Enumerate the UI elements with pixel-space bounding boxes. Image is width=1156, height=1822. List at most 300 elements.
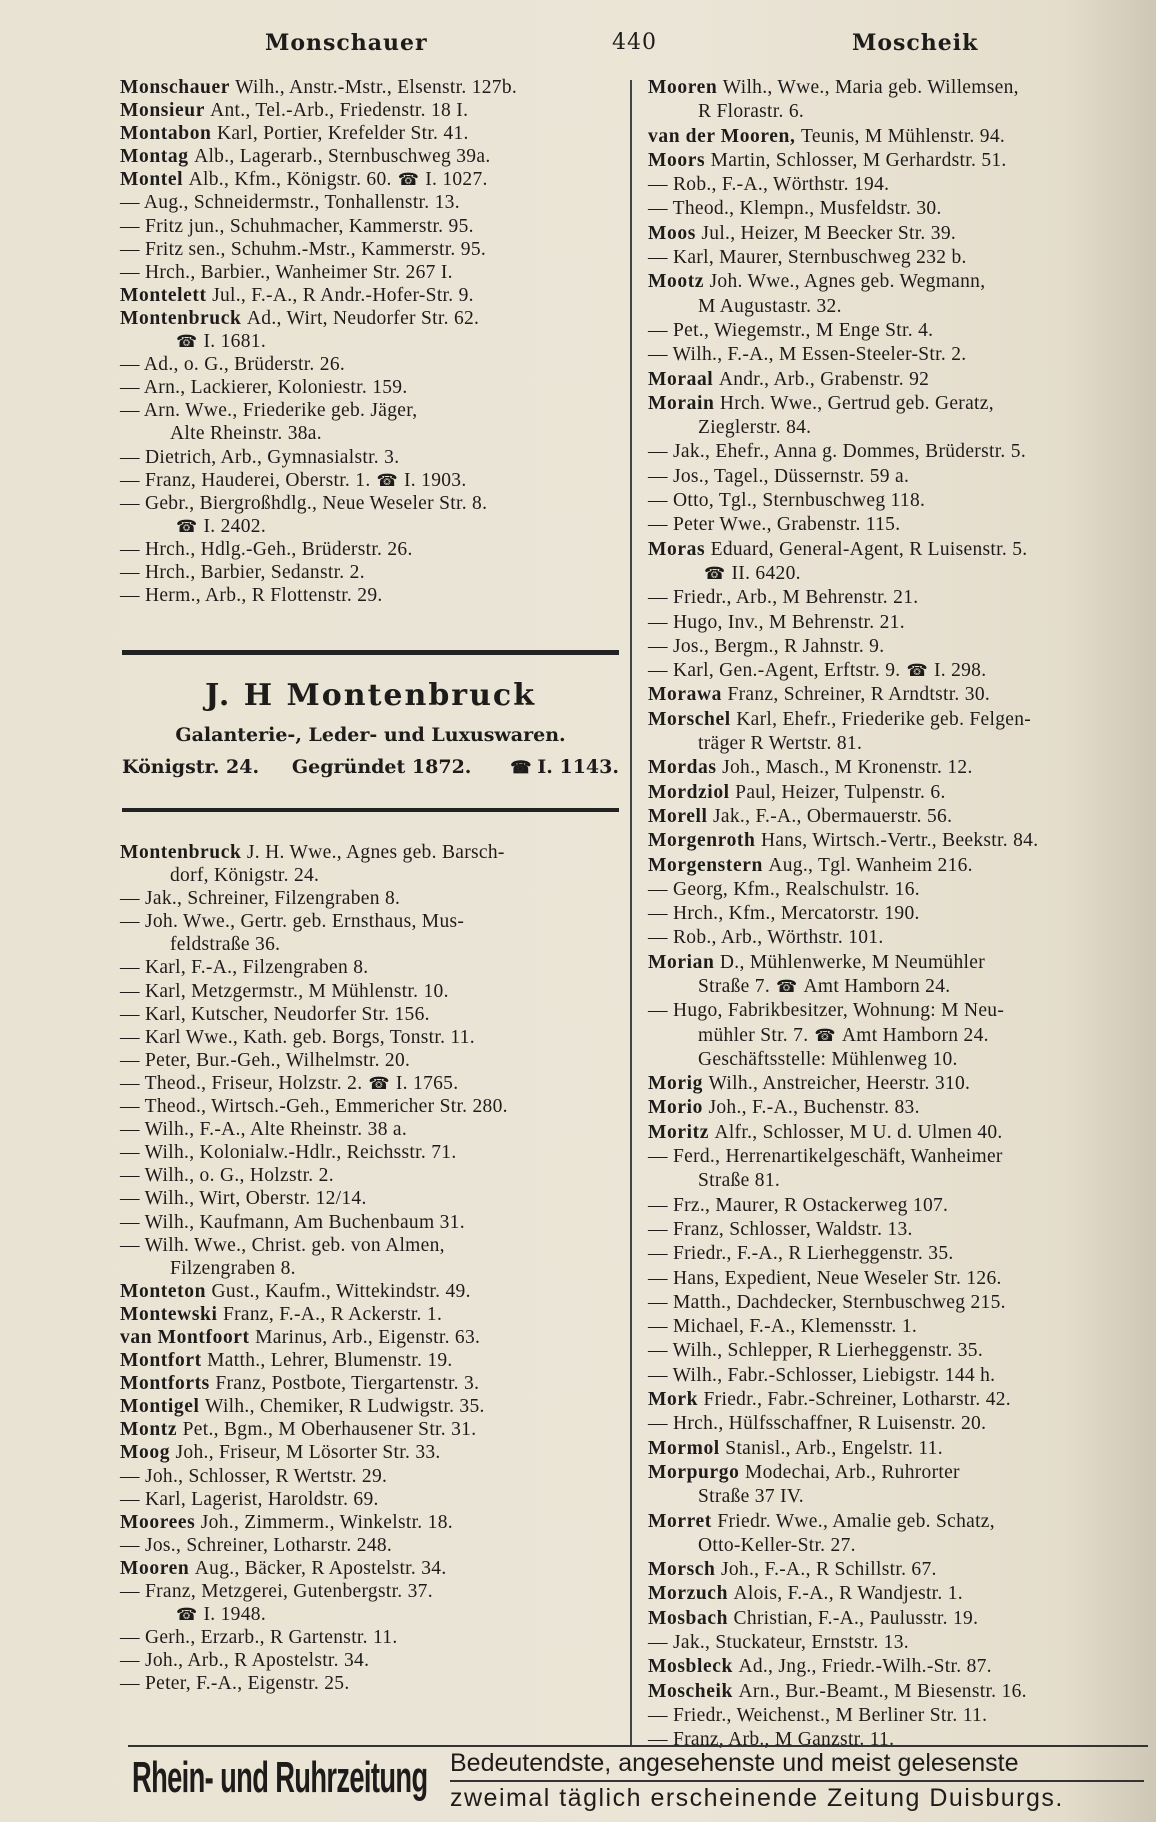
entry-surname: Morpurgo [648, 1461, 745, 1483]
ad-bottom-rule [122, 808, 619, 812]
directory-entry-line [648, 1145, 1148, 1169]
directory-entry-line [120, 168, 625, 191]
entry-surname: Montfort [120, 1350, 208, 1372]
directory-entry-line [120, 910, 625, 933]
ad-address: Königstr. 24. [122, 756, 260, 778]
entry-surname: Montelett [120, 284, 213, 306]
directory-entry-line [648, 368, 1148, 392]
directory-entry-line [648, 513, 1148, 537]
entry-details: Alb., Lagerarb., Sternbuschweg 39a. [194, 146, 491, 168]
directory-entry-line [120, 864, 625, 887]
directory-entry-line [648, 805, 1148, 829]
directory-entry-line [648, 586, 1148, 610]
entry-surname: Monteton [120, 1280, 212, 1302]
directory-entry-line [648, 1704, 1148, 1728]
entry-details: — Herm., Arb., R Flottenstr. 29. [120, 585, 383, 607]
entry-details: Eduard, General-Agent, R Luisenstr. 5. [710, 538, 1028, 560]
directory-entry-line [648, 926, 1148, 950]
entry-surname: Moog [120, 1442, 176, 1464]
entry-details: Joh. Wwe., Agnes geb. Wegmann, [709, 271, 986, 293]
entry-details: Straße 7. [698, 975, 771, 997]
entry-details: Stanisl., Arb., Engelstr. 11. [725, 1437, 943, 1459]
entry-details: Martin, Schlosser, M Gerhardstr. 51. [710, 149, 1007, 171]
entry-details: Jul., F.-A., R Andr.-Hofer-Str. 9. [212, 284, 474, 306]
directory-entry-line [648, 343, 1148, 367]
entry-details: — Karl, Lagerist, Haroldstr. 69. [120, 1488, 379, 1510]
directory-entry-line [120, 1234, 625, 1257]
entry-details: — Wilh., Kolonialw.-Hdlr., Reichsstr. 71. [120, 1142, 457, 1164]
entry-details: — Franz, Metzgerei, Gutenbergstr. 37. [120, 1581, 433, 1602]
directory-entry-line [120, 469, 625, 492]
directory-entry-line [120, 1326, 625, 1349]
directory-entry-line [120, 1026, 625, 1049]
directory-entry-line [648, 1364, 1148, 1388]
entry-details: Ant., Tel.-Arb., Friedenstr. 18 I. [210, 100, 469, 122]
entry-details: Aug., Bäcker, R Apostelstr. 34. [194, 1557, 447, 1579]
entry-details: J. H. Wwe., Agnes geb. Barsch- [246, 842, 505, 863]
entry-details: — Joh. Wwe., Gertr. geb. Ernsthaus, Mus- [120, 911, 465, 933]
directory-entry-line [648, 635, 1148, 659]
entry-details: — Fritz jun., Schuhmacher, Kammerstr. 95. [120, 215, 474, 237]
banner-slogan-line2: zweimal täglich erscheinende Zeitung Duisburgs. [450, 1780, 1144, 1815]
directory-entry-line [120, 399, 625, 422]
entry-details: Paul, Heizer, Tulpenstr. 6. [735, 781, 946, 803]
entry-surname: Montforts [120, 1373, 216, 1395]
entry-surname: Mootz [648, 271, 710, 293]
directory-entry-line [120, 1511, 625, 1534]
telephone-icon: ☎ [176, 1605, 198, 1625]
ad-phone [504, 756, 619, 778]
entry-details: D., Mühlenwerke, M Neumühler [719, 951, 985, 973]
directory-entry-line [120, 561, 625, 584]
entry-surname: Morio [648, 1097, 709, 1119]
directory-entry-line [648, 440, 1148, 464]
directory-entry-line [648, 1169, 1148, 1193]
directory-entry-line [648, 1315, 1148, 1339]
directory-entry-line [120, 980, 625, 1003]
entry-details: Andr., Arb., Grabenstr. 92 [718, 368, 930, 390]
entry-surname: Monschauer [120, 77, 236, 98]
directory-entry-line [120, 1488, 625, 1511]
telephone-icon: ☎ [376, 470, 398, 490]
entry-details: Joh., F.-A., Buchenstr. 83. [708, 1097, 920, 1119]
entry-surname: Moras [648, 538, 711, 560]
entry-details: Wilh., Anstreicher, Heerstr. 310. [708, 1073, 971, 1095]
entry-details: Joh., F.-A., R Schillstr. 67. [720, 1559, 937, 1581]
entry-details: — Franz, Arb., M Ganzstr. 11. [648, 1729, 895, 1751]
directory-entry-line [120, 1603, 625, 1626]
directory-entry-line [648, 902, 1148, 926]
entry-phone-number: I. 1765. [395, 1072, 459, 1094]
entry-details: Franz, F.-A., R Ackerstr. 1. [222, 1303, 443, 1325]
entry-details: — Rob., F.-A., Wörthstr. 194. [648, 174, 890, 196]
directory-entry-line [120, 1395, 625, 1418]
entry-details: — Joh., Arb., R Apostelstr. 34. [120, 1650, 370, 1672]
entry-details: Friedr., Fabr.-Schreiner, Lotharstr. 42. [703, 1389, 1011, 1411]
entry-surname: Moritz [648, 1121, 715, 1143]
entry-details: R Florastr. 6. [698, 101, 805, 123]
directory-entry-line [648, 1534, 1148, 1558]
banner-slogan-line1: Bedeutendste, angesehenste und meist gelesenste [450, 1749, 1019, 1777]
entry-details: — Jak., Stuckateur, Ernststr. 13. [648, 1632, 909, 1653]
column-divider [630, 80, 632, 1745]
entry-details: — Ad., o. G., Brüderstr. 26. [120, 354, 346, 376]
entry-details: — Wilh., F.-A., Alte Rheinstr. 38 a. [120, 1119, 408, 1141]
directory-entry-line [648, 1461, 1148, 1485]
directory-entry-line [648, 878, 1148, 902]
directory-entry-line [648, 1194, 1148, 1218]
ad-founded: Gegründet 1872. [291, 756, 472, 778]
entry-phone-number: I. 1681. [203, 331, 267, 353]
entry-details: — Karl, F.-A., Filzengraben 8. [120, 957, 369, 979]
entry-details: Friedr. Wwe., Amalie geb. Schatz, [717, 1510, 995, 1532]
entry-details: Jak., F.-A., Obermauerstr. 56. [713, 805, 953, 827]
entry-surname: van Montfoort [120, 1326, 256, 1348]
directory-entry-line [120, 1072, 625, 1095]
directory-entry-line [120, 515, 625, 538]
entry-details: Karl, Portier, Krefelder Str. 41. [216, 123, 469, 145]
entry-details: Wilh., Chemiker, R Ludwigstr. 35. [205, 1396, 485, 1418]
ad-phone-number: I. 1143. [537, 756, 619, 778]
directory-entry-line [120, 1349, 625, 1372]
entry-details: M Augustastr. 32. [698, 295, 842, 317]
entry-details: — Franz, Schlosser, Waldstr. 13. [648, 1218, 913, 1240]
directory-entry-line [648, 1072, 1148, 1096]
left-column-top-entries [120, 76, 625, 607]
directory-entry-line [648, 708, 1148, 732]
directory-entry-line [120, 261, 625, 284]
directory-entry-line [648, 756, 1148, 780]
entry-details: — Wilh., Schlepper, R Lierheggenstr. 35. [648, 1340, 984, 1362]
entry-details: — Jos., Bergm., R Jahnstr. 9. [648, 635, 885, 657]
entry-surname: Mordas [648, 757, 723, 779]
directory-entry-line [120, 76, 625, 99]
directory-entry-line [120, 330, 625, 353]
directory-entry-line [648, 319, 1148, 343]
entry-details: Hrch. Wwe., Gertrud geb. Geratz, [719, 392, 994, 414]
directory-entry-line [120, 1280, 625, 1303]
entry-details: Teunis, M Mühlenstr. 94. [800, 125, 1006, 147]
directory-entry-line [120, 933, 625, 956]
directory-entry-line [120, 1626, 625, 1649]
entry-details: — Matth., Dachdecker, Sternbuschweg 215. [648, 1291, 1006, 1313]
directory-entry-line [120, 1557, 625, 1580]
entry-details: — Hrch., Barbier, Sedanstr. 2. [120, 561, 365, 583]
directory-entry-line [648, 1096, 1148, 1120]
entry-details: Wilh., Anstr.-Mstr., Elsenstr. 127b. [235, 77, 518, 98]
entry-surname: Montabon [120, 123, 217, 145]
directory-entry-line [648, 1388, 1148, 1412]
entry-surname: Montel [120, 169, 189, 191]
directory-entry-line [648, 1339, 1148, 1363]
directory-entry-line [120, 492, 625, 515]
entry-surname: Mosbleck [648, 1656, 739, 1678]
entry-phone-number: I. 2402. [203, 515, 267, 537]
directory-entry-line [648, 683, 1148, 707]
entry-details: — Hrch., Barbier., Wanheimer Str. 267 I. [120, 261, 453, 283]
directory-entry-line [120, 353, 625, 376]
entry-surname: Moraal [648, 368, 719, 390]
entry-details: — Wilh., Wirt, Oberstr. 12/14. [120, 1188, 367, 1210]
entry-details: — Peter Wwe., Grabenstr. 115. [648, 514, 901, 536]
directory-entry-line [648, 222, 1148, 246]
entry-details: — Georg, Kfm., Realschulstr. 16. [648, 878, 920, 900]
directory-entry-line [120, 215, 625, 238]
entry-details: — Friedr., Weichenst., M Berliner Str. 11. [648, 1704, 988, 1726]
banner-newspaper-title: Rhein- und Ruhrzeitung [132, 1753, 428, 1802]
entry-details: Modechai, Arb., Ruhrorter [744, 1461, 960, 1483]
entry-details: — Peter, F.-A., Eigenstr. 25. [120, 1673, 350, 1695]
entry-details: — Theod., Wirtsch.-Geh., Emmericher Str. 280. [120, 1096, 508, 1118]
entry-details: — Franz, Hauderei, Oberstr. 1. [120, 469, 371, 491]
directory-entry-line [648, 1291, 1148, 1315]
directory-entry-line [648, 100, 1148, 124]
directory-entry-line [648, 975, 1148, 999]
entry-phone-number: I. 1948. [203, 1604, 267, 1626]
directory-entry-line [120, 1141, 625, 1164]
entry-details: — Friedr., Arb., M Behrenstr. 21. [648, 587, 919, 609]
directory-entry-line [648, 465, 1148, 489]
entry-surname: Montenbruck [120, 307, 247, 329]
entry-surname: Morzuch [648, 1583, 734, 1605]
entry-details: — Michael, F.-A., Klemensstr. 1. [648, 1316, 918, 1338]
directory-entry-line [120, 1303, 625, 1326]
directory-entry-line [648, 1607, 1148, 1631]
banner-slogan [450, 1747, 1144, 1815]
entry-details: — Wilh., F.-A., M Essen-Steeler-Str. 2. [648, 344, 967, 366]
directory-entry-line [120, 1118, 625, 1141]
entry-details: Joh., Zimmerm., Winkelstr. 18. [200, 1511, 453, 1533]
entry-details: Joh., Friseur, M Lösorter Str. 33. [175, 1442, 441, 1464]
directory-entry-line [120, 191, 625, 214]
entry-surname: Montewski [120, 1303, 223, 1325]
directory-entry-line [120, 841, 625, 864]
entry-phone-number: Amt Hamborn 24. [803, 975, 951, 997]
entry-details: — Arn., Lackierer, Koloniestr. 159. [120, 377, 408, 399]
directory-entry-line [648, 854, 1148, 878]
entry-details: — Joh., Schlosser, R Wertstr. 29. [120, 1465, 388, 1487]
entry-surname: Moors [648, 149, 711, 171]
directory-entry-line [648, 1121, 1148, 1145]
directory-entry-line [120, 584, 625, 607]
entry-details: — Jos., Schreiner, Lotharstr. 248. [120, 1534, 393, 1556]
directory-entry-line [120, 446, 625, 469]
directory-entry-line [648, 611, 1148, 635]
entry-phone-number: I. 298. [933, 660, 987, 682]
telephone-icon: ☎ [510, 758, 532, 778]
directory-entry-line [648, 149, 1148, 173]
entry-details: Jul., Heizer, M Beecker Str. 39. [701, 222, 957, 244]
directory-entry-line [648, 295, 1148, 319]
entry-details: — Hrch., Hülfsschaffner, R Luisenstr. 20. [648, 1413, 987, 1435]
entry-details: — Wilh., Fabr.-Schlosser, Liebigstr. 144 h. [648, 1364, 996, 1386]
telephone-icon: ☎ [814, 1025, 836, 1045]
entry-surname: Mork [648, 1389, 704, 1411]
directory-entry-line [120, 145, 625, 168]
directory-entry-line [120, 1534, 625, 1557]
entry-details: — Hans, Expedient, Neue Weseler Str. 126. [648, 1267, 1002, 1289]
entry-details: Alte Rheinstr. 38a. [170, 423, 322, 445]
entry-details: — Karl, Metzgermstr., M Mühlenstr. 10. [120, 980, 449, 1002]
directory-entry-line [120, 376, 625, 399]
directory-entry-line [120, 1441, 625, 1464]
directory-entry-line [648, 197, 1148, 221]
entry-details: Straße 37 IV. [698, 1486, 804, 1508]
entry-surname: Montag [120, 146, 195, 168]
directory-entry-line [648, 173, 1148, 197]
entry-details: — Hugo, Fabrikbesitzer, Wohnung: M Neu- [648, 1000, 1005, 1022]
entry-surname: Mooren [120, 1557, 195, 1579]
entry-details: Filzengraben 8. [170, 1257, 296, 1279]
entry-details: — Gerh., Erzarb., R Gartenstr. 11. [120, 1627, 398, 1649]
entry-details: — Hrch., Kfm., Mercatorstr. 190. [648, 903, 920, 925]
directory-entry-line [648, 659, 1148, 683]
entry-details: Arn., Bur.-Beamt., M Biesenstr. 16. [738, 1680, 1027, 1702]
entry-details: — Theod., Klempn., Musfeldstr. 30. [648, 198, 942, 220]
entry-details: — Wilh. Wwe., Christ. geb. von Almen, [120, 1234, 445, 1256]
running-head-right: Moscheik [852, 30, 979, 56]
directory-entry-line [648, 951, 1148, 975]
entry-details: — Ferd., Herrenartikelgeschäft, Wanheimer [648, 1146, 1003, 1168]
entry-details: Ad., Jng., Friedr.-Wilh.-Str. 87. [738, 1656, 992, 1678]
entry-phone-number: Amt Hamborn 24. [841, 1024, 989, 1046]
directory-entry-line [120, 1649, 625, 1672]
directory-entry-line [648, 1655, 1148, 1679]
entry-surname: Mormol [648, 1437, 726, 1459]
entry-details: Marinus, Arb., Eigenstr. 63. [255, 1326, 481, 1348]
directory-entry-line [648, 125, 1148, 149]
entry-surname: Mosbach [648, 1607, 734, 1629]
entry-details: Ad., Wirt, Neudorfer Str. 62. [246, 307, 480, 329]
directory-entry-line [120, 1418, 625, 1441]
entry-surname: Moorees [120, 1511, 201, 1533]
entry-details: — Peter, Bur.-Geh., Wilhelmstr. 20. [120, 1049, 411, 1071]
telephone-icon: ☎ [704, 563, 726, 583]
left-column-bottom-entries [120, 841, 625, 1695]
entry-surname: Morgenstern [648, 854, 769, 876]
directory-entry-line [648, 562, 1148, 586]
entry-details: — Friedr., F.-A., R Lierheggenstr. 35. [648, 1243, 954, 1265]
entry-details: — Wilh., Kaufmann, Am Buchenbaum 31. [120, 1211, 465, 1233]
telephone-icon: ☎ [397, 170, 420, 190]
entry-details: — Hugo, Inv., M Behrenstr. 21. [648, 611, 905, 633]
directory-entry-line [120, 1580, 625, 1603]
directory-entry-line [120, 538, 625, 561]
page-number: 440 [612, 30, 657, 55]
entry-details: Matth., Lehrer, Blumenstr. 19. [207, 1350, 453, 1372]
entry-details: Franz, Schreiner, R Arndtstr. 30. [727, 684, 991, 706]
entry-details: Wilh., Wwe., Maria geb. Willemsen, [722, 77, 1019, 98]
entry-details: Joh., Masch., M Kronenstr. 12. [722, 757, 973, 779]
entry-details: Hans, Wirtsch.-Vertr., Beekstr. 84. [760, 830, 1039, 852]
directory-entry-line [120, 238, 625, 261]
entry-details: — Karl, Maurer, Sternbuschweg 232 b. [648, 247, 967, 269]
entry-details: Alois, F.-A., R Wandjestr. 1. [733, 1583, 963, 1605]
entry-surname: Morian [648, 951, 720, 973]
entry-details: — Rob., Arb., Wörthstr. 101. [648, 927, 884, 949]
entry-details: dorf, Königstr. 24. [170, 865, 320, 887]
directory-entry-line [120, 307, 625, 330]
entry-surname: van der Mooren, [648, 125, 801, 147]
entry-details: Franz, Postbote, Tiergartenstr. 3. [215, 1373, 480, 1395]
entry-surname: Morain [648, 392, 720, 414]
directory-entry-line [648, 1558, 1148, 1582]
entry-details: Aug., Tgl. Wanheim 216. [768, 854, 973, 876]
directory-entry-line [120, 1465, 625, 1488]
entry-phone-number: II. 6420. [731, 562, 801, 584]
entry-details: mühler Str. 7. [698, 1024, 809, 1046]
entry-surname: Mordziol [648, 781, 736, 803]
directory-entry-line [648, 732, 1148, 756]
running-head-left: Monschauer [265, 30, 428, 56]
entry-details: Zieglerstr. 84. [698, 417, 812, 439]
directory-entry-line [648, 1242, 1148, 1266]
directory-entry-line [120, 1003, 625, 1026]
entry-details: Alfr., Schlosser, M U. d. Ulmen 40. [714, 1121, 1003, 1143]
entry-details: — Aug., Schneidermstr., Tonhallenstr. 13. [120, 192, 460, 214]
directory-entry-line [120, 1211, 625, 1234]
directory-entry-line [648, 489, 1148, 513]
directory-entry-line [648, 1485, 1148, 1509]
entry-surname: Montz [120, 1419, 183, 1441]
entry-details: Christian, F.-A., Paulusstr. 19. [733, 1607, 979, 1629]
telephone-icon: ☎ [368, 1073, 390, 1093]
directory-entry-line [120, 887, 625, 910]
entry-details: Alb., Kfm., Königstr. 60. [188, 169, 392, 191]
directory-entry-line [120, 956, 625, 979]
directory-entry-line [648, 829, 1148, 853]
entry-details: — Karl, Kutscher, Neudorfer Str. 156. [120, 1003, 430, 1025]
entry-surname: Morret [648, 1510, 718, 1532]
directory-entry-line [120, 1049, 625, 1072]
directory-entry-line [648, 392, 1148, 416]
entry-details: feldstraße 36. [170, 934, 281, 956]
directory-entry-line [120, 1372, 625, 1395]
entry-surname: Morgenroth [648, 830, 761, 852]
entry-details: Pet., Bgm., M Oberhausener Str. 31. [182, 1419, 477, 1441]
entry-surname: Mooren [648, 77, 723, 98]
ad-top-rule [122, 650, 619, 655]
entry-details: — Karl Wwe., Kath. geb. Borgs, Tonstr. 11. [120, 1026, 475, 1048]
directory-entry-line [648, 1048, 1148, 1072]
directory-entry-line [648, 999, 1148, 1023]
entry-details: — Gebr., Biergroßhdlg., Neue Weseler Str. 8. [120, 492, 488, 514]
entry-surname: Monsieur [120, 100, 211, 122]
entry-details: — Theod., Friseur, Holzstr. 2. [120, 1072, 363, 1094]
telephone-icon: ☎ [776, 976, 798, 996]
directory-entry-line [648, 1218, 1148, 1242]
directory-entry-line [648, 1680, 1148, 1704]
entry-surname: Morschel [648, 708, 737, 730]
entry-details: träger R Wertstr. 81. [698, 733, 863, 755]
directory-entry-line [120, 422, 625, 445]
ad-address-line [122, 756, 619, 778]
entry-details: — Wilh., o. G., Holzstr. 2. [120, 1165, 334, 1187]
entry-details: Karl, Ehefr., Friederike geb. Felgen- [736, 708, 1032, 730]
telephone-icon: ☎ [176, 332, 198, 352]
entry-surname: Morawa [648, 684, 728, 706]
advertisement-banner [128, 1745, 1148, 1815]
directory-entry-line [648, 76, 1148, 100]
directory-entry-line [120, 1164, 625, 1187]
directory-entry-line [648, 1582, 1148, 1606]
directory-entry-line [648, 1510, 1148, 1534]
entry-surname: Morig [648, 1073, 709, 1095]
entry-details: Straße 81. [698, 1170, 781, 1192]
directory-entry-line [120, 284, 625, 307]
entry-details: — Pet., Wiegemstr., M Enge Str. 4. [648, 319, 934, 341]
entry-phone-number: I. 1027. [425, 169, 488, 191]
